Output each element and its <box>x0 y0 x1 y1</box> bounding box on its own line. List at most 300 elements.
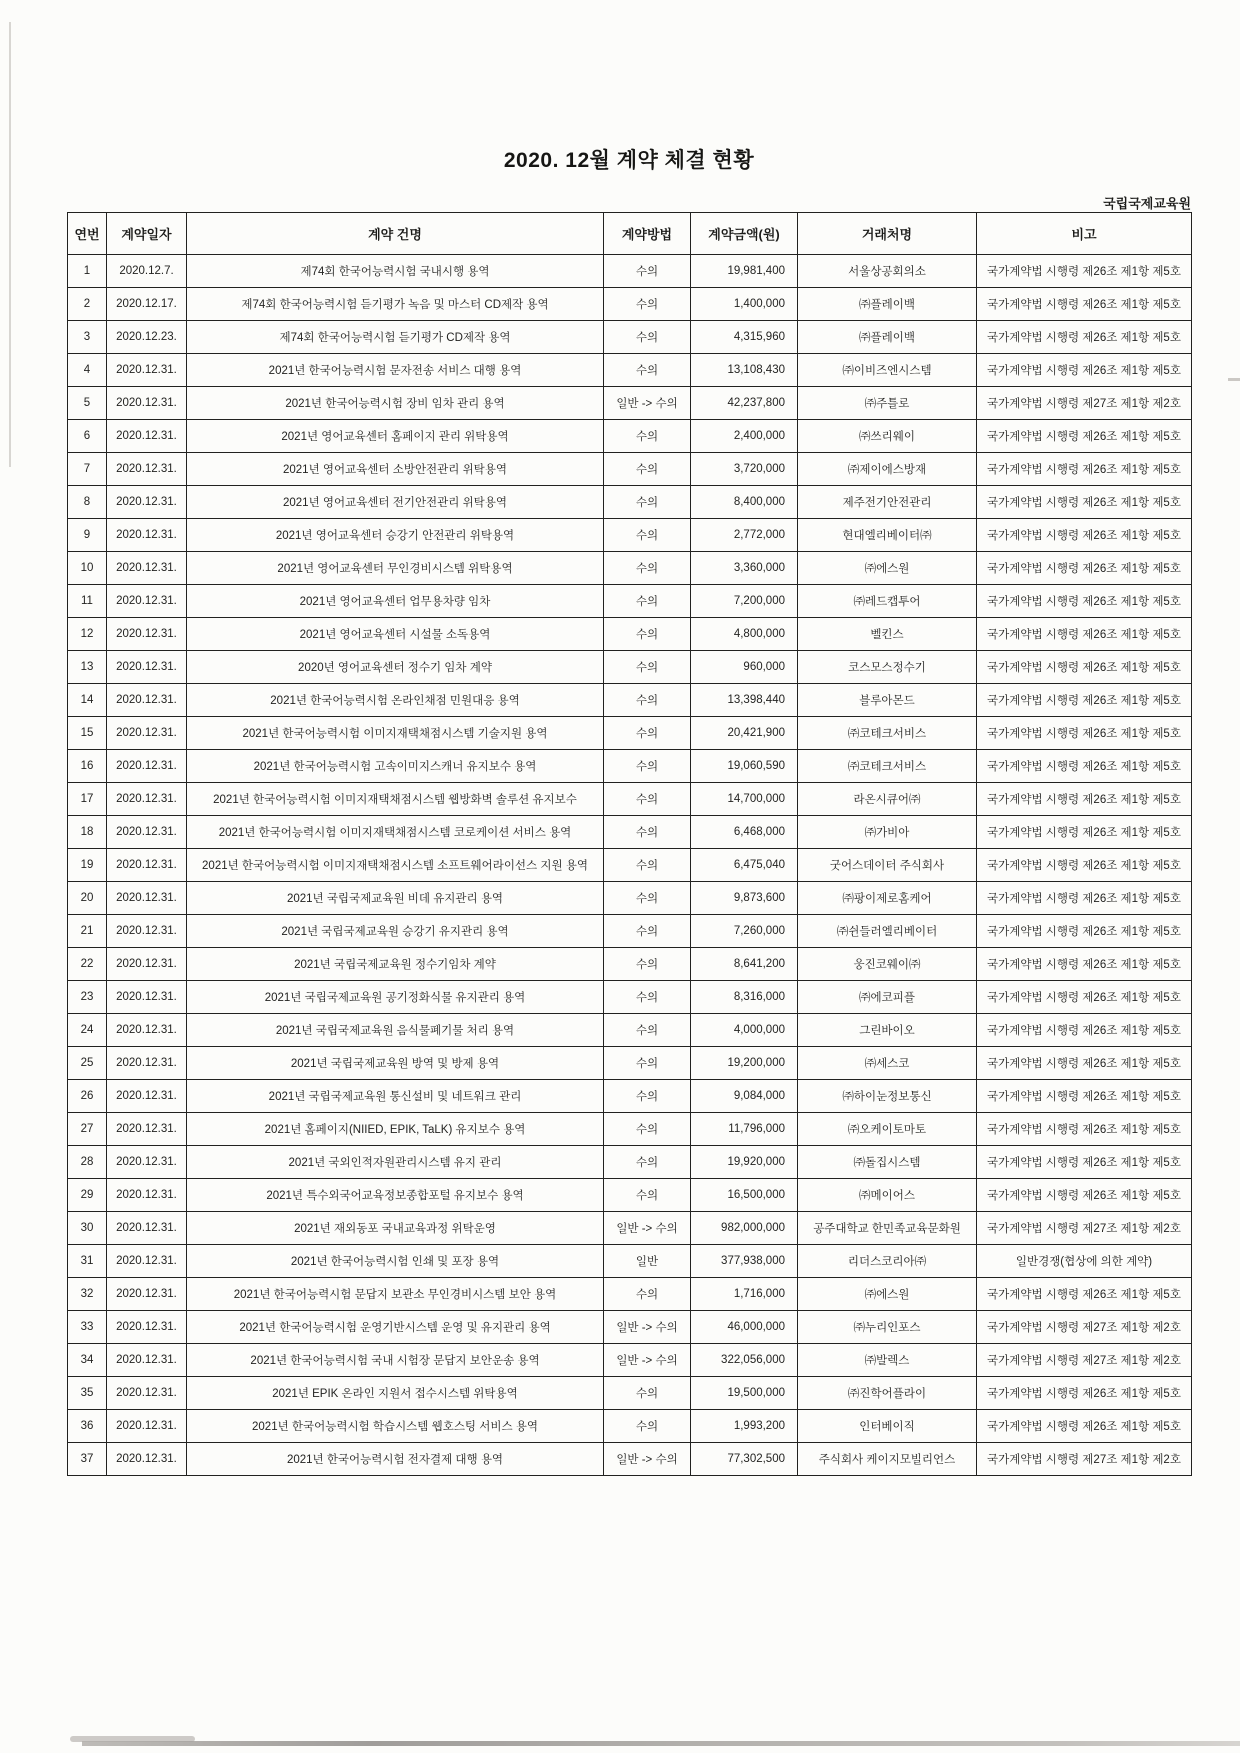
cell-contract-amount: 20,421,900 <box>691 717 798 750</box>
cell-vendor-name: ㈜누리인포스 <box>798 1311 977 1344</box>
cell-contract-name: 2021년 한국어능력시험 운영기반시스템 운영 및 유지관리 용역 <box>187 1311 604 1344</box>
cell-row-number: 5 <box>68 387 107 420</box>
cell-remark: 국가계약법 시행령 제26조 제1항 제5호 <box>977 783 1192 816</box>
cell-remark: 국가계약법 시행령 제26조 제1항 제5호 <box>977 1047 1192 1080</box>
cell-vendor-name: ㈜오케이토마토 <box>798 1113 977 1146</box>
table-row <box>68 585 1192 618</box>
cell-contract-method: 수의 <box>604 1146 691 1179</box>
cell-contract-name: 2021년 국립국제교육원 통신설비 및 네트워크 관리 <box>187 1080 604 1113</box>
cell-vendor-name: ㈜쓰리웨이 <box>798 420 977 453</box>
cell-remark: 국가계약법 시행령 제26조 제1항 제5호 <box>977 453 1192 486</box>
cell-contract-amount: 19,200,000 <box>691 1047 798 1080</box>
cell-contract-method: 일반 -> 수의 <box>604 1443 691 1476</box>
cell-remark: 국가계약법 시행령 제26조 제1항 제5호 <box>977 1377 1192 1410</box>
cell-row-number: 36 <box>68 1410 107 1443</box>
cell-remark: 국가계약법 시행령 제26조 제1항 제5호 <box>977 717 1192 750</box>
cell-contract-amount: 16,500,000 <box>691 1179 798 1212</box>
table-row <box>68 981 1192 1014</box>
cell-vendor-name: ㈜쉰들러엘리베이터 <box>798 915 977 948</box>
cell-row-number: 9 <box>68 519 107 552</box>
cell-row-number: 35 <box>68 1377 107 1410</box>
cell-contract-amount: 8,641,200 <box>691 948 798 981</box>
cell-contract-name: 2021년 국립국제교육원 방역 및 방제 용역 <box>187 1047 604 1080</box>
cell-contract-date: 2020.12.31. <box>107 717 187 750</box>
cell-row-number: 7 <box>68 453 107 486</box>
cell-remark: 국가계약법 시행령 제26조 제1항 제5호 <box>977 486 1192 519</box>
cell-remark: 국가계약법 시행령 제26조 제1항 제5호 <box>977 354 1192 387</box>
cell-remark: 국가계약법 시행령 제26조 제1항 제5호 <box>977 981 1192 1014</box>
cell-remark: 국가계약법 시행령 제26조 제1항 제5호 <box>977 585 1192 618</box>
cell-contract-date: 2020.12.31. <box>107 1410 187 1443</box>
cell-contract-name: 2021년 홈페이지(NIIED, EPIK, TaLK) 유지보수 용역 <box>187 1113 604 1146</box>
cell-vendor-name: ㈜메이어스 <box>798 1179 977 1212</box>
cell-contract-date: 2020.12.31. <box>107 783 187 816</box>
cell-contract-method: 수의 <box>604 453 691 486</box>
table-row <box>68 882 1192 915</box>
cell-contract-method: 일반 <box>604 1245 691 1278</box>
cell-vendor-name: ㈜제이에스방재 <box>798 453 977 486</box>
table-row <box>68 1212 1192 1245</box>
cell-contract-name: 2021년 한국어능력시험 이미지재택채점시스템 웹방화벽 솔루션 유지보수 <box>187 783 604 816</box>
cell-contract-method: 일반 -> 수의 <box>604 1212 691 1245</box>
cell-contract-method: 수의 <box>604 255 691 288</box>
cell-contract-name: 2021년 영어교육센터 업무용차량 임차 <box>187 585 604 618</box>
cell-vendor-name: 리더스코리아㈜ <box>798 1245 977 1278</box>
cell-contract-amount: 13,398,440 <box>691 684 798 717</box>
cell-contract-date: 2020.12.31. <box>107 519 187 552</box>
cell-contract-date: 2020.12.7. <box>107 255 187 288</box>
cell-row-number: 15 <box>68 717 107 750</box>
table-row <box>68 816 1192 849</box>
table-row <box>68 1179 1192 1212</box>
cell-contract-date: 2020.12.31. <box>107 1047 187 1080</box>
cell-vendor-name: 공주대학교 한민족교육문화원 <box>798 1212 977 1245</box>
cell-contract-name: 제74회 한국어능력시험 국내시행 용역 <box>187 255 604 288</box>
cell-remark: 국가계약법 시행령 제26조 제1항 제5호 <box>977 321 1192 354</box>
table-row <box>68 519 1192 552</box>
cell-contract-date: 2020.12.31. <box>107 1245 187 1278</box>
cell-row-number: 11 <box>68 585 107 618</box>
cell-vendor-name: ㈜주틀로 <box>798 387 977 420</box>
cell-remark: 일반경쟁(협상에 의한 계약) <box>977 1245 1192 1278</box>
cell-remark: 국가계약법 시행령 제26조 제1항 제5호 <box>977 651 1192 684</box>
cell-contract-amount: 4,000,000 <box>691 1014 798 1047</box>
cell-contract-method: 수의 <box>604 1113 691 1146</box>
cell-vendor-name: ㈜발렉스 <box>798 1344 977 1377</box>
cell-contract-amount: 9,084,000 <box>691 1080 798 1113</box>
cell-contract-name: 2021년 한국어능력시험 국내 시험장 문답지 보안운송 용역 <box>187 1344 604 1377</box>
cell-row-number: 37 <box>68 1443 107 1476</box>
table-row <box>68 486 1192 519</box>
cell-contract-name: 2021년 영어교육센터 소방안전관리 위탁용역 <box>187 453 604 486</box>
cell-contract-method: 수의 <box>604 684 691 717</box>
cell-vendor-name: ㈜세스코 <box>798 1047 977 1080</box>
table-row <box>68 1080 1192 1113</box>
cell-row-number: 13 <box>68 651 107 684</box>
cell-contract-method: 수의 <box>604 585 691 618</box>
cell-contract-name: 2021년 국립국제교육원 음식물폐기물 처리 용역 <box>187 1014 604 1047</box>
cell-contract-amount: 77,302,500 <box>691 1443 798 1476</box>
cell-contract-amount: 1,716,000 <box>691 1278 798 1311</box>
cell-row-number: 21 <box>68 915 107 948</box>
cell-row-number: 8 <box>68 486 107 519</box>
cell-contract-amount: 19,500,000 <box>691 1377 798 1410</box>
cell-contract-method: 수의 <box>604 849 691 882</box>
cell-vendor-name: ㈜가비아 <box>798 816 977 849</box>
cell-contract-amount: 2,772,000 <box>691 519 798 552</box>
cell-contract-date: 2020.12.31. <box>107 1080 187 1113</box>
cell-row-number: 33 <box>68 1311 107 1344</box>
cell-contract-amount: 13,108,430 <box>691 354 798 387</box>
cell-contract-amount: 14,700,000 <box>691 783 798 816</box>
cell-contract-name: 2021년 영어교육센터 무인경비시스템 위탁용역 <box>187 552 604 585</box>
cell-contract-name: 2021년 한국어능력시험 학습시스템 웹호스팅 서비스 용역 <box>187 1410 604 1443</box>
cell-contract-name: 2021년 영어교육센터 전기안전관리 위탁용역 <box>187 486 604 519</box>
cell-row-number: 31 <box>68 1245 107 1278</box>
cell-contract-amount: 7,260,000 <box>691 915 798 948</box>
cell-vendor-name: 블루아몬드 <box>798 684 977 717</box>
organization-label: 국립국제교육원 <box>1103 196 1191 211</box>
cell-remark: 국가계약법 시행령 제26조 제1항 제5호 <box>977 684 1192 717</box>
cell-row-number: 24 <box>68 1014 107 1047</box>
cell-contract-name: 2021년 한국어능력시험 전자결제 대행 용역 <box>187 1443 604 1476</box>
cell-contract-method: 수의 <box>604 1377 691 1410</box>
column-header-amount: 계약금액(원) <box>691 213 798 255</box>
table-row <box>68 1344 1192 1377</box>
cell-vendor-name: ㈜코테크서비스 <box>798 717 977 750</box>
cell-remark: 국가계약법 시행령 제26조 제1항 제5호 <box>977 1146 1192 1179</box>
cell-remark: 국가계약법 시행령 제26조 제1항 제5호 <box>977 552 1192 585</box>
table-row <box>68 255 1192 288</box>
column-header-note: 비고 <box>977 213 1192 255</box>
cell-remark: 국가계약법 시행령 제27조 제1항 제2호 <box>977 387 1192 420</box>
table-row <box>68 849 1192 882</box>
cell-contract-date: 2020.12.31. <box>107 1113 187 1146</box>
cell-contract-amount: 377,938,000 <box>691 1245 798 1278</box>
cell-contract-date: 2020.12.31. <box>107 1377 187 1410</box>
cell-vendor-name: ㈜에스원 <box>798 552 977 585</box>
table-body <box>68 255 1192 1476</box>
cell-contract-amount: 19,060,590 <box>691 750 798 783</box>
cell-vendor-name: ㈜코테크서비스 <box>798 750 977 783</box>
cell-contract-date: 2020.12.23. <box>107 321 187 354</box>
cell-contract-amount: 19,920,000 <box>691 1146 798 1179</box>
cell-contract-amount: 7,200,000 <box>691 585 798 618</box>
table-row <box>68 1146 1192 1179</box>
column-header-no: 연번 <box>68 213 107 255</box>
cell-contract-name: 2021년 재외동포 국내교육과정 위탁운영 <box>187 1212 604 1245</box>
cell-row-number: 2 <box>68 288 107 321</box>
cell-contract-amount: 322,056,000 <box>691 1344 798 1377</box>
cell-vendor-name: 제주전기안전관리 <box>798 486 977 519</box>
cell-contract-method: 수의 <box>604 1179 691 1212</box>
cell-contract-name: 2021년 국립국제교육원 비데 유지관리 용역 <box>187 882 604 915</box>
table-row <box>68 552 1192 585</box>
cell-contract-date: 2020.12.31. <box>107 453 187 486</box>
page-title: 2020. 12월 계약 체결 현황 <box>503 149 755 172</box>
cell-contract-method: 수의 <box>604 1278 691 1311</box>
cell-remark: 국가계약법 시행령 제26조 제1항 제5호 <box>977 1410 1192 1443</box>
cell-contract-method: 수의 <box>604 519 691 552</box>
cell-contract-amount: 1,993,200 <box>691 1410 798 1443</box>
cell-vendor-name: ㈜레드캡투어 <box>798 585 977 618</box>
cell-contract-date: 2020.12.31. <box>107 1014 187 1047</box>
cell-contract-date: 2020.12.31. <box>107 1212 187 1245</box>
cell-contract-method: 수의 <box>604 354 691 387</box>
cell-contract-name: 제74회 한국어능력시험 듣기평가 CD제작 용역 <box>187 321 604 354</box>
cell-contract-name: 2020년 영어교육센터 정수기 임차 계약 <box>187 651 604 684</box>
cell-contract-method: 수의 <box>604 816 691 849</box>
cell-remark: 국가계약법 시행령 제27조 제1항 제2호 <box>977 1443 1192 1476</box>
cell-contract-method: 수의 <box>604 1047 691 1080</box>
cell-remark: 국가계약법 시행령 제26조 제1항 제5호 <box>977 816 1192 849</box>
cell-vendor-name: ㈜이비즈엔시스템 <box>798 354 977 387</box>
table-row <box>68 453 1192 486</box>
cell-contract-amount: 3,360,000 <box>691 552 798 585</box>
cell-contract-name: 2021년 영어교육센터 시설물 소독용역 <box>187 618 604 651</box>
table-row <box>68 915 1192 948</box>
cell-contract-date: 2020.12.31. <box>107 684 187 717</box>
cell-vendor-name: 주식회사 케이지모빌리언스 <box>798 1443 977 1476</box>
cell-contract-date: 2020.12.31. <box>107 981 187 1014</box>
column-header-date: 계약일자 <box>107 213 187 255</box>
cell-contract-date: 2020.12.31. <box>107 915 187 948</box>
cell-vendor-name: ㈜진학어플라이 <box>798 1377 977 1410</box>
cell-contract-method: 수의 <box>604 717 691 750</box>
cell-contract-date: 2020.12.31. <box>107 585 187 618</box>
cell-vendor-name: 코스모스정수기 <box>798 651 977 684</box>
scan-artifact-left-edge <box>9 22 11 467</box>
cell-contract-date: 2020.12.31. <box>107 882 187 915</box>
cell-contract-method: 수의 <box>604 750 691 783</box>
cell-contract-name: 2021년 한국어능력시험 이미지재택채점시스템 기술지원 용역 <box>187 717 604 750</box>
cell-contract-name: 2021년 한국어능력시험 인쇄 및 포장 용역 <box>187 1245 604 1278</box>
table-row <box>68 1047 1192 1080</box>
cell-contract-date: 2020.12.31. <box>107 1278 187 1311</box>
cell-row-number: 19 <box>68 849 107 882</box>
cell-row-number: 32 <box>68 1278 107 1311</box>
contracts-table <box>67 212 1192 1476</box>
cell-contract-amount: 19,981,400 <box>691 255 798 288</box>
cell-vendor-name: ㈜에스원 <box>798 1278 977 1311</box>
cell-row-number: 22 <box>68 948 107 981</box>
cell-remark: 국가계약법 시행령 제27조 제1항 제2호 <box>977 1212 1192 1245</box>
scan-artifact-bottom-line <box>82 1741 1240 1746</box>
cell-contract-amount: 8,400,000 <box>691 486 798 519</box>
cell-contract-date: 2020.12.31. <box>107 651 187 684</box>
cell-row-number: 25 <box>68 1047 107 1080</box>
cell-row-number: 6 <box>68 420 107 453</box>
table-row <box>68 420 1192 453</box>
table-header-row <box>68 213 1192 255</box>
cell-row-number: 18 <box>68 816 107 849</box>
cell-remark: 국가계약법 시행령 제27조 제1항 제2호 <box>977 1311 1192 1344</box>
table-row <box>68 1278 1192 1311</box>
table-row <box>68 387 1192 420</box>
cell-contract-date: 2020.12.17. <box>107 288 187 321</box>
cell-contract-amount: 6,468,000 <box>691 816 798 849</box>
cell-remark: 국가계약법 시행령 제26조 제1항 제5호 <box>977 519 1192 552</box>
cell-contract-date: 2020.12.31. <box>107 1146 187 1179</box>
cell-contract-amount: 3,720,000 <box>691 453 798 486</box>
cell-contract-name: 2021년 한국어능력시험 문자전송 서비스 대행 용역 <box>187 354 604 387</box>
cell-contract-name: 2021년 국외인적자원관리시스템 유지 관리 <box>187 1146 604 1179</box>
cell-row-number: 29 <box>68 1179 107 1212</box>
cell-contract-amount: 6,475,040 <box>691 849 798 882</box>
cell-contract-method: 수의 <box>604 915 691 948</box>
cell-remark: 국가계약법 시행령 제26조 제1항 제5호 <box>977 948 1192 981</box>
cell-contract-method: 수의 <box>604 783 691 816</box>
cell-contract-amount: 4,315,960 <box>691 321 798 354</box>
cell-contract-name: 2021년 한국어능력시험 문답지 보관소 무인경비시스템 보안 용역 <box>187 1278 604 1311</box>
cell-contract-amount: 8,316,000 <box>691 981 798 1014</box>
cell-contract-date: 2020.12.31. <box>107 486 187 519</box>
table-row <box>68 717 1192 750</box>
cell-remark: 국가계약법 시행령 제26조 제1항 제5호 <box>977 915 1192 948</box>
cell-contract-name: 제74회 한국어능력시험 듣기평가 녹음 및 마스터 CD제작 용역 <box>187 288 604 321</box>
cell-remark: 국가계약법 시행령 제26조 제1항 제5호 <box>977 849 1192 882</box>
table-row <box>68 1113 1192 1146</box>
table-row <box>68 651 1192 684</box>
cell-contract-date: 2020.12.31. <box>107 552 187 585</box>
cell-contract-name: 2021년 한국어능력시험 장비 임차 관리 용역 <box>187 387 604 420</box>
column-header-method: 계약방법 <box>604 213 691 255</box>
column-header-name: 계약 건명 <box>187 213 604 255</box>
cell-row-number: 10 <box>68 552 107 585</box>
cell-remark: 국가계약법 시행령 제27조 제1항 제2호 <box>977 1344 1192 1377</box>
cell-contract-name: 2021년 한국어능력시험 온라인채점 민원대응 용역 <box>187 684 604 717</box>
table-row <box>68 948 1192 981</box>
cell-row-number: 17 <box>68 783 107 816</box>
cell-remark: 국가계약법 시행령 제26조 제1항 제5호 <box>977 882 1192 915</box>
cell-row-number: 14 <box>68 684 107 717</box>
scan-artifact-right-tick <box>1228 378 1240 381</box>
cell-contract-amount: 1,400,000 <box>691 288 798 321</box>
table-row <box>68 750 1192 783</box>
cell-contract-amount: 9,873,600 <box>691 882 798 915</box>
cell-contract-method: 수의 <box>604 1080 691 1113</box>
cell-contract-date: 2020.12.31. <box>107 750 187 783</box>
cell-row-number: 34 <box>68 1344 107 1377</box>
cell-contract-amount: 11,796,000 <box>691 1113 798 1146</box>
cell-vendor-name: 웅진코웨이㈜ <box>798 948 977 981</box>
cell-contract-method: 일반 -> 수의 <box>604 1311 691 1344</box>
cell-contract-date: 2020.12.31. <box>107 387 187 420</box>
cell-contract-method: 수의 <box>604 981 691 1014</box>
cell-vendor-name: 현대엘리베이터㈜ <box>798 519 977 552</box>
cell-remark: 국가계약법 시행령 제26조 제1항 제5호 <box>977 288 1192 321</box>
cell-contract-name: 2021년 특수외국어교육정보종합포털 유지보수 용역 <box>187 1179 604 1212</box>
cell-vendor-name: 굿어스데이터 주식회사 <box>798 849 977 882</box>
cell-remark: 국가계약법 시행령 제26조 제1항 제5호 <box>977 255 1192 288</box>
cell-contract-date: 2020.12.31. <box>107 1311 187 1344</box>
cell-contract-method: 수의 <box>604 1014 691 1047</box>
cell-row-number: 3 <box>68 321 107 354</box>
cell-contract-amount: 982,000,000 <box>691 1212 798 1245</box>
table-row <box>68 1443 1192 1476</box>
table-row <box>68 321 1192 354</box>
cell-contract-date: 2020.12.31. <box>107 1344 187 1377</box>
cell-contract-method: 수의 <box>604 618 691 651</box>
cell-contract-name: 2021년 국립국제교육원 승강기 유지관리 용역 <box>187 915 604 948</box>
cell-contract-date: 2020.12.31. <box>107 948 187 981</box>
cell-row-number: 20 <box>68 882 107 915</box>
cell-row-number: 23 <box>68 981 107 1014</box>
cell-contract-method: 수의 <box>604 288 691 321</box>
cell-contract-method: 일반 -> 수의 <box>604 1344 691 1377</box>
cell-remark: 국가계약법 시행령 제26조 제1항 제5호 <box>977 420 1192 453</box>
cell-vendor-name: 벨킨스 <box>798 618 977 651</box>
cell-contract-method: 수의 <box>604 321 691 354</box>
cell-contract-amount: 2,400,000 <box>691 420 798 453</box>
cell-contract-amount: 42,237,800 <box>691 387 798 420</box>
cell-vendor-name: 그린바이오 <box>798 1014 977 1047</box>
table-row <box>68 288 1192 321</box>
cell-contract-method: 수의 <box>604 948 691 981</box>
cell-vendor-name: 인터베이직 <box>798 1410 977 1443</box>
table-row <box>68 684 1192 717</box>
cell-contract-amount: 46,000,000 <box>691 1311 798 1344</box>
cell-row-number: 16 <box>68 750 107 783</box>
cell-remark: 국가계약법 시행령 제26조 제1항 제5호 <box>977 1179 1192 1212</box>
cell-contract-method: 수의 <box>604 420 691 453</box>
cell-vendor-name: 라온시큐어㈜ <box>798 783 977 816</box>
cell-vendor-name: ㈜플레이백 <box>798 288 977 321</box>
cell-contract-name: 2021년 EPIK 온라인 지원서 접수시스템 위탁용역 <box>187 1377 604 1410</box>
cell-contract-name: 2021년 국립국제교육원 정수기임차 계약 <box>187 948 604 981</box>
cell-vendor-name: ㈜하이눈정보통신 <box>798 1080 977 1113</box>
cell-contract-method: 일반 -> 수의 <box>604 387 691 420</box>
column-header-vendor: 거래처명 <box>798 213 977 255</box>
cell-contract-date: 2020.12.31. <box>107 1443 187 1476</box>
cell-contract-name: 2021년 한국어능력시험 고속이미지스캐너 유지보수 용역 <box>187 750 604 783</box>
cell-row-number: 28 <box>68 1146 107 1179</box>
cell-row-number: 1 <box>68 255 107 288</box>
cell-vendor-name: ㈜에코피플 <box>798 981 977 1014</box>
cell-row-number: 4 <box>68 354 107 387</box>
cell-vendor-name: ㈜플레이백 <box>798 321 977 354</box>
cell-contract-date: 2020.12.31. <box>107 849 187 882</box>
cell-remark: 국가계약법 시행령 제26조 제1항 제5호 <box>977 1113 1192 1146</box>
table-row <box>68 354 1192 387</box>
table-row <box>68 783 1192 816</box>
table-row <box>68 1245 1192 1278</box>
cell-contract-name: 2021년 한국어능력시험 이미지재택채점시스템 소프트웨어라이선스 지원 용역 <box>187 849 604 882</box>
cell-contract-amount: 960,000 <box>691 651 798 684</box>
table-row <box>68 1014 1192 1047</box>
cell-contract-amount: 4,800,000 <box>691 618 798 651</box>
cell-vendor-name: 서울상공회의소 <box>798 255 977 288</box>
cell-contract-date: 2020.12.31. <box>107 420 187 453</box>
cell-remark: 국가계약법 시행령 제26조 제1항 제5호 <box>977 1080 1192 1113</box>
table-row <box>68 1410 1192 1443</box>
cell-row-number: 27 <box>68 1113 107 1146</box>
table-row <box>68 1311 1192 1344</box>
cell-contract-method: 수의 <box>604 486 691 519</box>
cell-vendor-name: ㈜돌집시스템 <box>798 1146 977 1179</box>
table-row <box>68 618 1192 651</box>
cell-remark: 국가계약법 시행령 제26조 제1항 제5호 <box>977 1278 1192 1311</box>
cell-vendor-name: ㈜팡이제로홈케어 <box>798 882 977 915</box>
cell-contract-date: 2020.12.31. <box>107 816 187 849</box>
table-row <box>68 1377 1192 1410</box>
cell-contract-date: 2020.12.31. <box>107 354 187 387</box>
cell-contract-name: 2021년 국립국제교육원 공기정화식물 유지관리 용역 <box>187 981 604 1014</box>
cell-contract-date: 2020.12.31. <box>107 618 187 651</box>
cell-row-number: 12 <box>68 618 107 651</box>
cell-remark: 국가계약법 시행령 제26조 제1항 제5호 <box>977 750 1192 783</box>
cell-contract-name: 2021년 한국어능력시험 이미지재택채점시스템 코로케이션 서비스 용역 <box>187 816 604 849</box>
